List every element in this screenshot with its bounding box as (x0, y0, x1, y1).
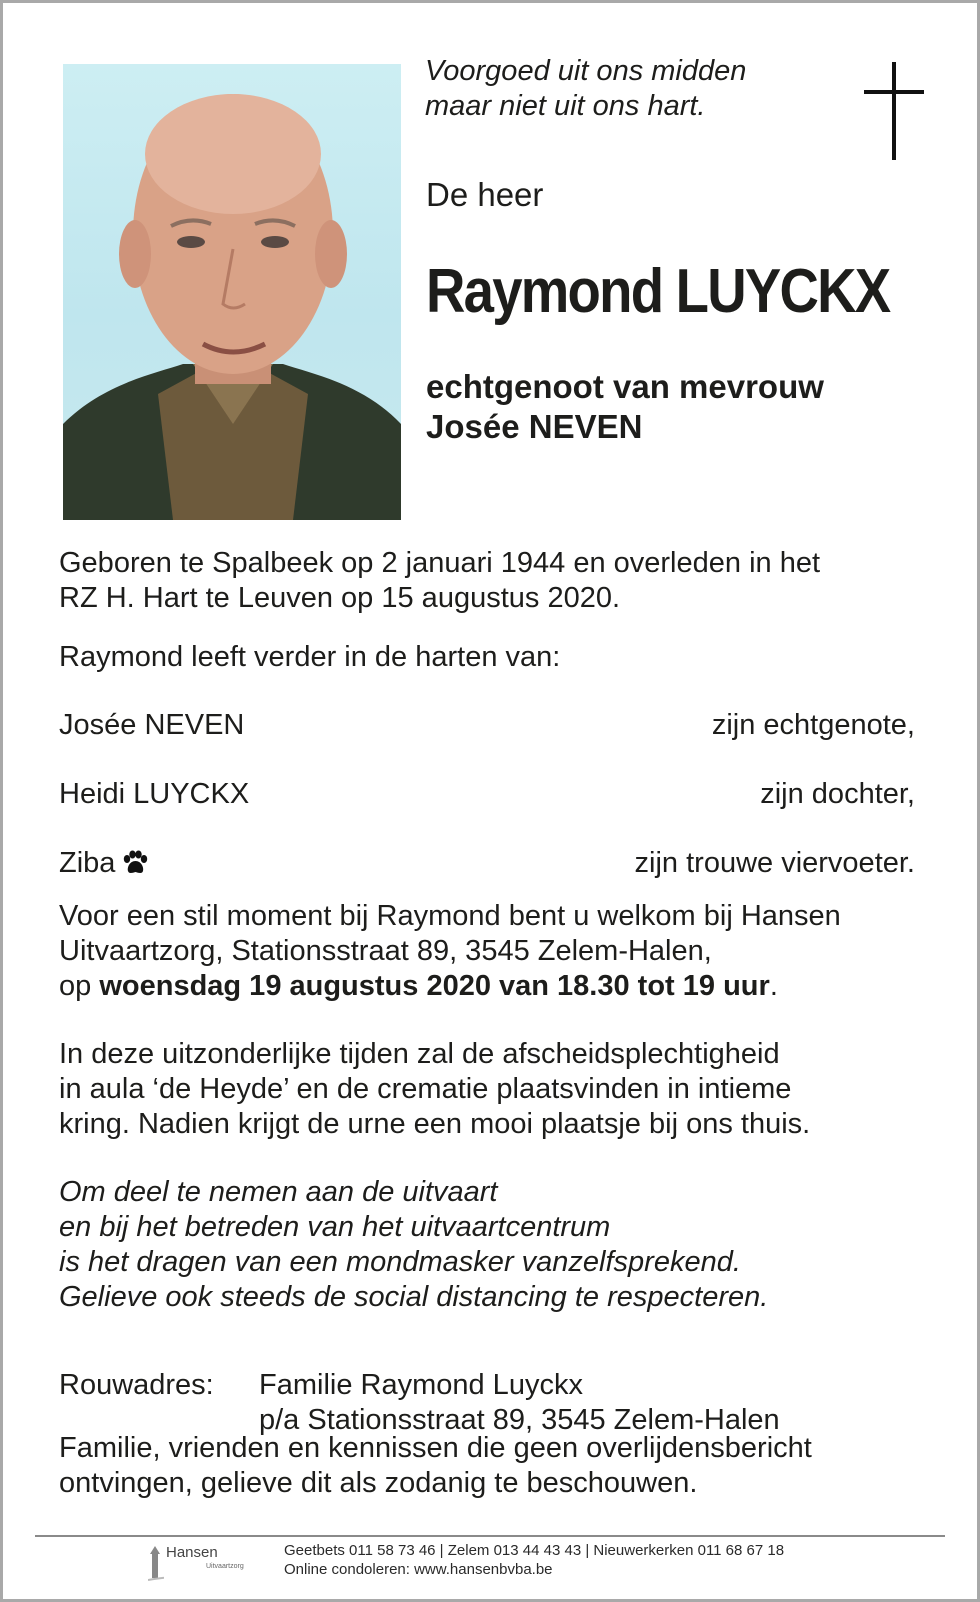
visit-info (59, 899, 841, 1004)
paw-icon (121, 850, 149, 876)
footer-divider (35, 1535, 945, 1537)
spouse-line-1: echtgenoot van mevrouw (426, 368, 824, 405)
survivor-name: Ziba (59, 847, 116, 879)
chapel-icon (148, 1546, 164, 1582)
logo-subtitle: Uitvaartzorg (206, 1563, 244, 1570)
footer-online-link[interactable]: Online condoleren: www.hansenbvba.be (284, 1561, 553, 1578)
footer-phones: Geetbets 011 58 73 46 | Zelem 013 44 43 43 | Nieuwerkerken 011 68 67 18 (284, 1542, 785, 1559)
survivor-relation: zijn trouwe viervoeter. (634, 847, 915, 879)
spouse-info (426, 367, 824, 447)
birth-line-1: Geboren te Spalbeek op 2 januari 1944 en overleden in het (59, 547, 821, 579)
mourning-address: Familie Raymond Luyckx p/a Stationsstraat 89, 3545 Zelem-Halen (259, 1369, 780, 1436)
birth-line-2: RZ H. Hart te Leuven op 15 augustus 2020. (59, 582, 621, 614)
salutation: De heer (426, 176, 544, 213)
closing-note: Familie, vrienden en kennissen die geen overlijdensbericht ontvingen, gelieve dit als zodanig te beschouwen. (59, 1432, 812, 1499)
ceremony-info: In deze uitzonderlijke tijden zal de afscheidsplechtigheid in aula ‘de Heyde’ en de crematie plaatsvinden in intieme kring. Nadien krijgt de urne een mooi plaatsje bij ons thuis. (59, 1038, 811, 1140)
address-label: Rouwadres: (59, 1369, 214, 1401)
funeral-home-logo (148, 1544, 258, 1586)
logo-name: Hansen (166, 1544, 218, 1561)
quote-line-2: maar niet uit ons hart. (425, 90, 706, 122)
portrait-photo (63, 64, 401, 520)
survivor-relation: zijn dochter, (760, 778, 915, 810)
survivor-name: Heidi LUYCKX (59, 778, 250, 810)
visit-line-1: Voor een stil moment bij Raymond bent u welkom bij Hansen (59, 900, 841, 932)
memorial-quote (425, 54, 746, 124)
deceased-name: Raymond LUYCKX (426, 257, 890, 326)
survivor-name: Josée NEVEN (59, 709, 245, 741)
visit-line-2: Uitvaartzorg, Stationsstraat 89, 3545 Zelem-Halen, (59, 935, 712, 967)
quote-line-1: Voorgoed uit ons midden (425, 55, 747, 87)
covid-notice: Om deel te nemen aan de uitvaart en bij het betreden van het uitvaartcentrum is het dragen van een mondmasker vanzelfsprekend. Gelieve ook steeds de social distancing te respecteren. (59, 1176, 769, 1313)
visit-line-3: op woensdag 19 augustus 2020 van 18.30 tot 19 uur. (59, 970, 778, 1002)
visit-datetime: woensdag 19 augustus 2020 van 18.30 tot 19 uur (99, 970, 770, 1002)
cross-icon (864, 62, 924, 160)
survived-intro: Raymond leeft verder in de harten van: (59, 641, 561, 673)
birth-death-info (59, 546, 820, 616)
survivor-relation: zijn echtgenote, (711, 709, 915, 741)
spouse-line-2: Josée NEVEN (426, 408, 643, 445)
footer-contact (284, 1541, 784, 1579)
